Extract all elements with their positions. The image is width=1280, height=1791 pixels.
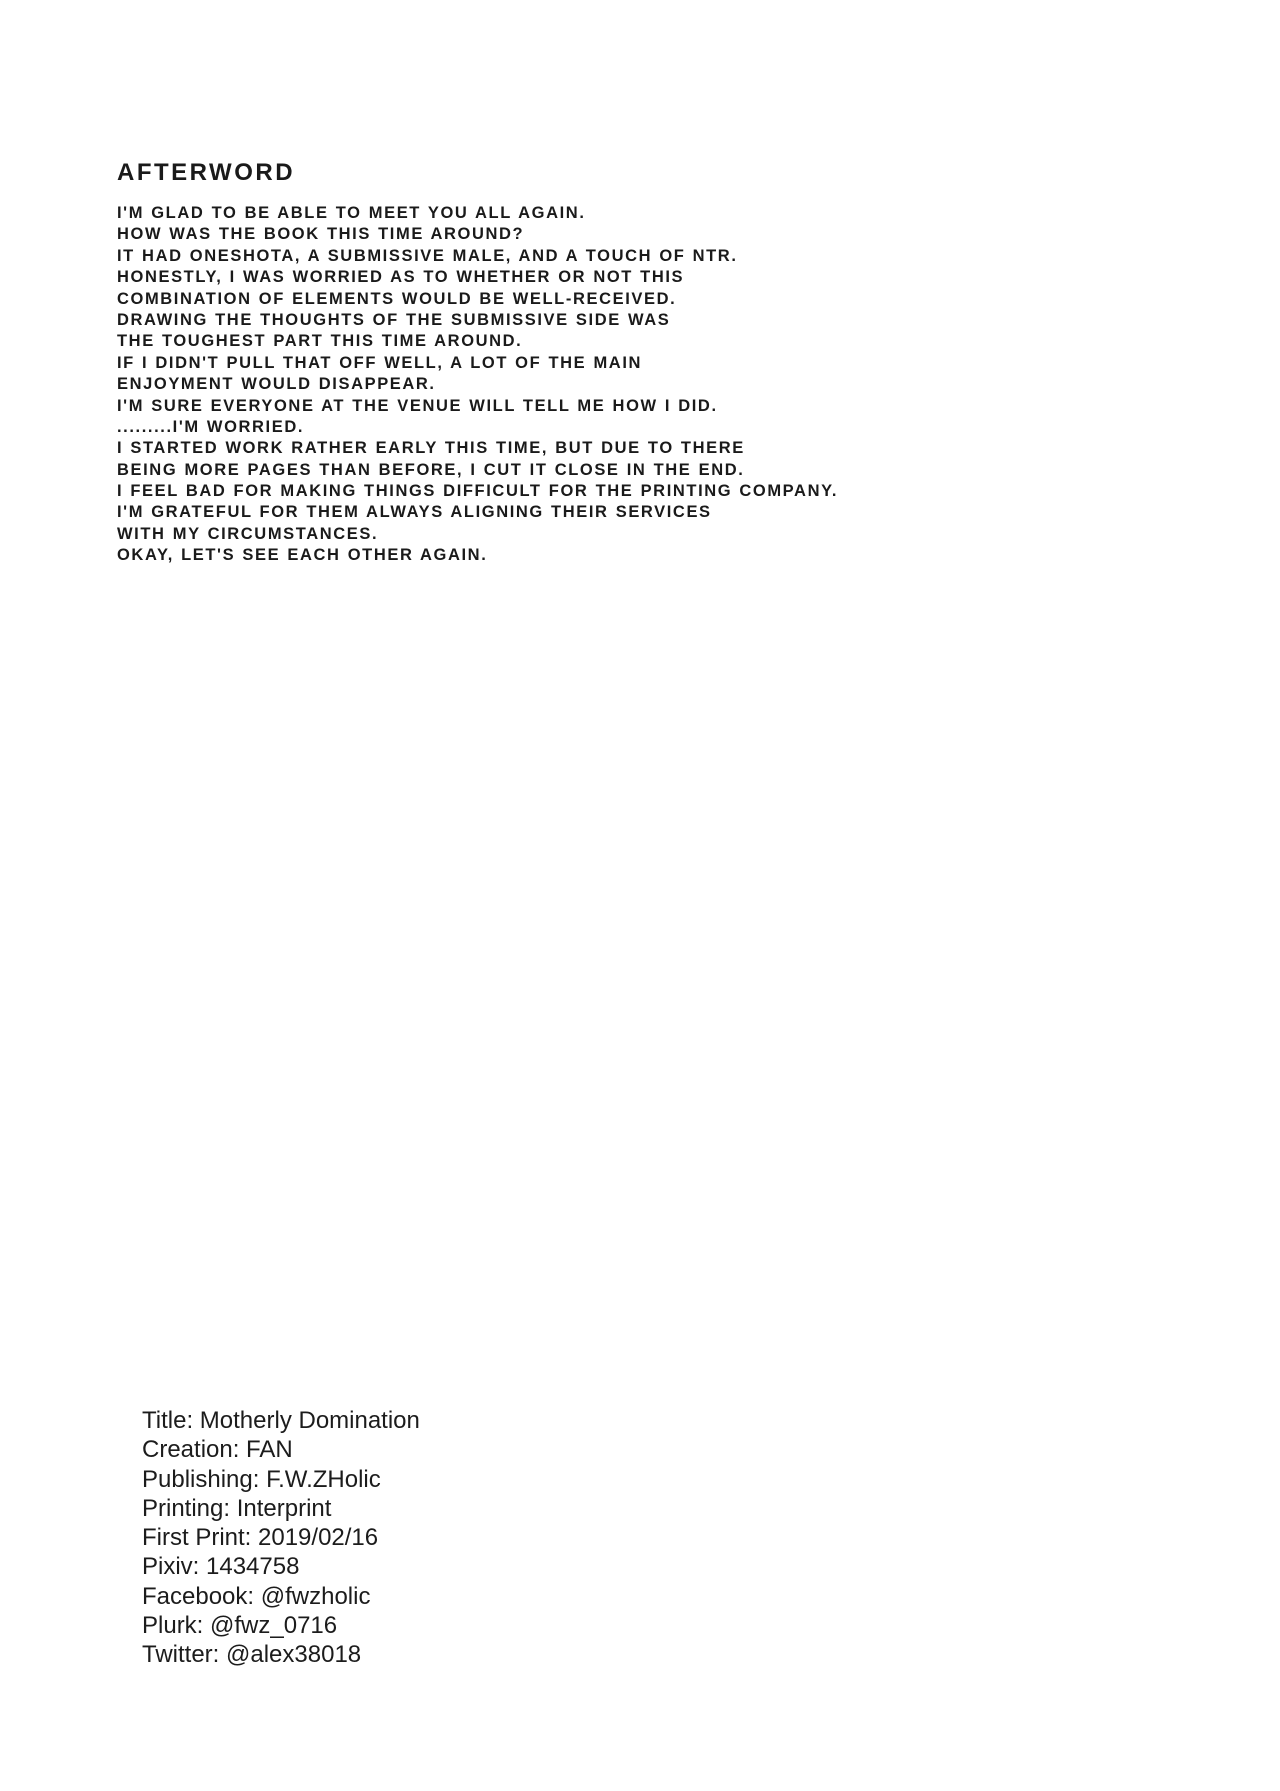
afterword-line: WITH MY CIRCUMSTANCES. (117, 524, 379, 543)
afterword-line: I STARTED WORK RATHER EARLY THIS TIME, BUT DUE TO THERE (117, 439, 745, 458)
credit-line-creation: Creation: FAN (142, 1436, 293, 1464)
credit-line-first-print: First Print: 2019/02/16 (142, 1524, 379, 1552)
afterword-line: IT HAD ONESHOTA, A SUBMISSIVE MALE, AND A TOUCH OF NTR. (117, 246, 738, 265)
afterword-line: ENJOYMENT WOULD DISAPPEAR. (117, 375, 436, 394)
credit-line-publishing: Publishing: F.W.ZHolic (142, 1465, 381, 1493)
afterword-line: OKAY, LET'S SEE EACH OTHER AGAIN. (117, 546, 488, 565)
afterword-line: .........I'M WORRIED. (117, 417, 305, 436)
afterword-line: BEING MORE PAGES THAN BEFORE, I CUT IT CLOSE IN THE END. (117, 460, 745, 479)
afterword-line: DRAWING THE THOUGHTS OF THE SUBMISSIVE SIDE WAS (117, 310, 671, 329)
credit-line-title: Title: Motherly Domination (142, 1407, 420, 1434)
afterword-line: HOW WAS THE BOOK THIS TIME AROUND? (117, 225, 525, 244)
afterword-line: COMBINATION OF ELEMENTS WOULD BE WELL-RECEIVED. (117, 289, 677, 308)
credit-line-plurk: Plurk: @fwz_0716 (142, 1612, 338, 1640)
credit-line-printing: Printing: Interprint (142, 1494, 332, 1522)
credit-line-facebook: Facebook: @fwzholic (142, 1582, 371, 1610)
afterword-line: I'M SURE EVERYONE AT THE VENUE WILL TELL ME HOW I DID. (117, 396, 718, 415)
afterword-line: I FEEL BAD FOR MAKING THINGS DIFFICULT FOR THE PRINTING COMPANY. (117, 482, 839, 501)
afterword-heading: AFTERWORD (117, 159, 296, 186)
afterword-line: THE TOUGHEST PART THIS TIME AROUND. (117, 332, 523, 351)
credit-line-twitter: Twitter: @alex38018 (142, 1641, 362, 1669)
credits-block (142, 1406, 420, 1670)
afterword-line: I'M GLAD TO BE ABLE TO MEET YOU ALL AGAIN. (117, 204, 586, 222)
afterword-line: I'M GRATEFUL FOR THEM ALWAYS ALIGNING THEIR SERVICES (117, 503, 712, 522)
afterword-line: HONESTLY, I WAS WORRIED AS TO WHETHER OR NOT THIS (117, 268, 685, 287)
afterword-text (117, 203, 838, 567)
credit-line-pixiv: Pixiv: 1434758 (142, 1553, 300, 1581)
afterword-line: IF I DIDN'T PULL THAT OFF WELL, A LOT OF THE MAIN (117, 353, 643, 372)
